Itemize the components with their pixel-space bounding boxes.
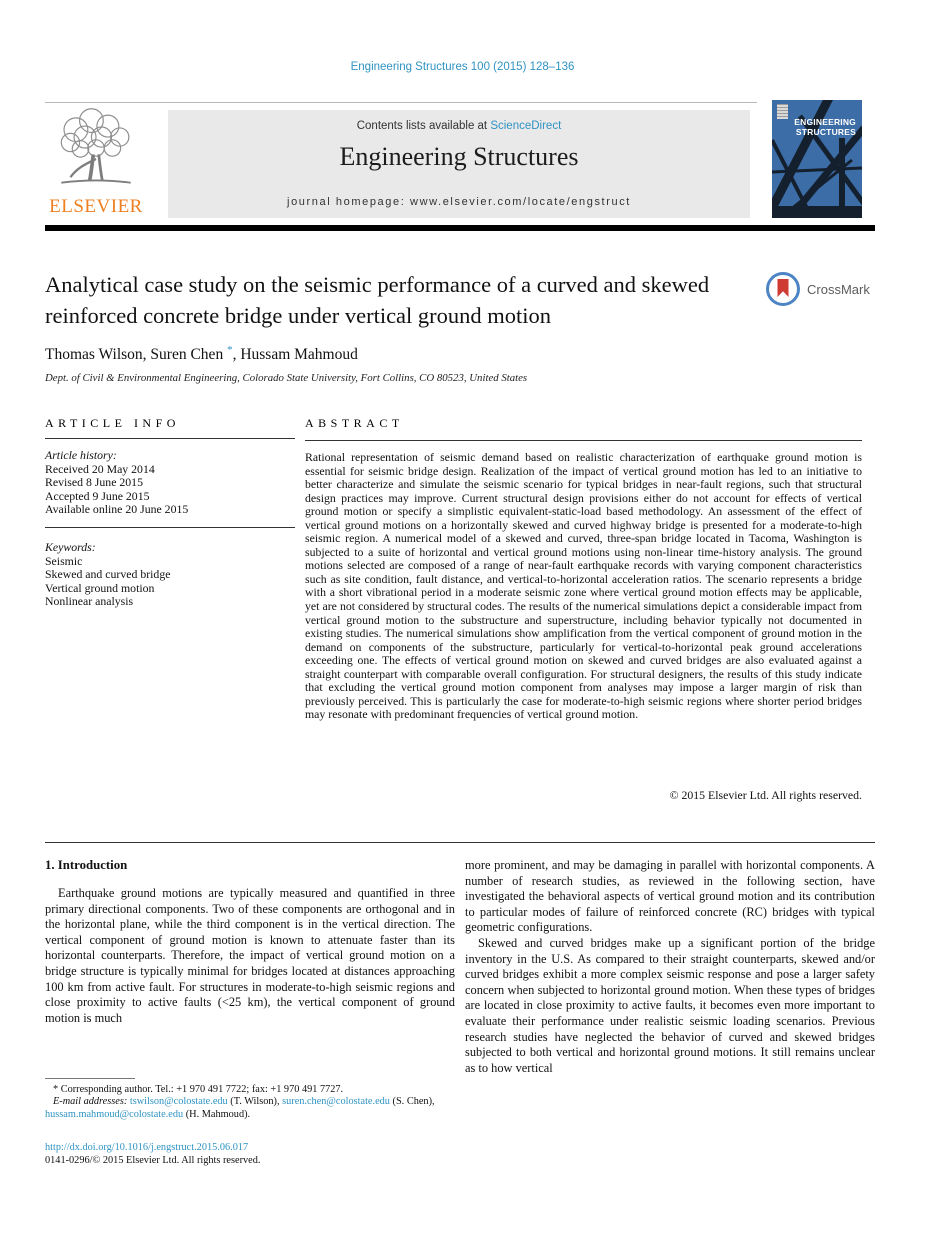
contents-line	[168, 120, 750, 132]
journal-cover-thumbnail[interactable]	[772, 100, 862, 218]
keyword-item: Vertical ground motion	[45, 580, 155, 595]
abstract-heading: ABSTRACT	[305, 416, 404, 430]
email-owner: (T. Wilson),	[227, 1096, 283, 1108]
email-footnote	[45, 1096, 459, 1121]
header-divider	[45, 225, 875, 231]
article-history-label: Article history:	[45, 448, 117, 462]
crossmark-icon	[766, 272, 800, 306]
author-names-2: , Hussam Mahmoud	[232, 346, 358, 364]
doi-link[interactable]: http://dx.doi.org/10.1016/j.engstruct.2015.06.017	[45, 1142, 249, 1153]
email-link[interactable]: hussam.mahmoud@colostate.edu	[45, 1108, 184, 1120]
intro-paragraph-right-1: more prominent, and may be damaging in parallel with horizontal components. A number of research studies, as reviewed in the following section, have investigated the behavioral aspects of vertical ground motion and its contribution to particular modes of failure of reinforced concrete (RC) bridges with typical geometric configurations.	[465, 858, 875, 935]
cover-title	[794, 117, 856, 137]
footnotes	[45, 1084, 459, 1121]
header-top-rule	[45, 102, 757, 103]
elsevier-tree-icon	[49, 177, 143, 194]
crossmark-badge[interactable]	[766, 272, 870, 306]
email-link[interactable]: tswilson@colostate.edu	[129, 1096, 228, 1108]
intro-paragraph-left: Earthquake ground motions are typically measured and quantified in three primary directional components. Two of these components are orthogonal and in the horizontal plane, while the third component is in the vertical direction. The vertical component of ground motion is known to attenuate faster than its horizontal counterparts. Therefore, the impact of vertical ground motion on a bridge structure is typically minimal for bridges located at distances approaching 100 km from active fault. For structures in moderate-to-high seismic regions and close proximity to active faults (<25 km), the vertical component of ground motion is much	[45, 886, 455, 1025]
keyword-item: Nonlinear analysis	[45, 594, 134, 608]
abstract-rule	[305, 440, 862, 441]
authors-line	[45, 344, 358, 364]
journal-banner	[168, 110, 750, 218]
journal-homepage-link[interactable]: journal homepage: www.elsevier.com/locate/engstruct	[287, 196, 631, 208]
article-info-heading: ARTICLE INFO	[45, 416, 180, 430]
contents-prefix: Contents lists available at	[356, 120, 491, 132]
email-label: E-mail addresses:	[53, 1096, 128, 1108]
author-names-1: Thomas Wilson, Suren Chen	[45, 346, 228, 364]
intro-paragraph-right-2: Skewed and curved bridges make up a significant portion of the bridge inventory in the U.S. As compared to their straight counterparts, skewed and/or curved bridges exhibit a more complex seismic response and pose a larger safety concern when subjected to horizontal ground motion. When these types of bridges are located in close proximity to active faults, it becomes even more important to evaluate their performance under realistic seismic loading scenarios. Previous research studies have neglected the behavior of curved and skewed bridges subjected to both vertical and horizontal ground motions. It still remains unclear as to how vertical	[465, 935, 875, 1075]
crossmark-label: CrossMark	[807, 281, 870, 297]
elsevier-logo[interactable]	[46, 106, 146, 218]
email-owner: (S. Chen),	[389, 1096, 435, 1108]
issn-copyright-line: 0141-0296/© 2015 Elsevier Ltd. All rights reserved.	[45, 1155, 261, 1166]
keyword-item: Skewed and curved bridge	[45, 567, 171, 581]
journal-citation: Engineering Structures 100 (2015) 128–136	[350, 61, 575, 73]
corresponding-footnote	[45, 1084, 459, 1096]
corresponding-author-mark: *	[227, 344, 233, 356]
cover-publisher-mark-icon	[777, 104, 788, 119]
article-title: Analytical case study on the seismic performance of a curved and skewed reinforced concrete bridge under vertical ground motion	[45, 272, 710, 328]
history-item: Accepted 9 June 2015	[45, 488, 150, 503]
section-divider	[45, 842, 875, 843]
sciencedirect-link[interactable]: ScienceDirect	[490, 120, 562, 132]
article-history	[45, 449, 295, 517]
introduction-heading: 1. Introduction	[45, 858, 128, 872]
abstract-copyright: © 2015 Elsevier Ltd. All rights reserved.	[669, 788, 862, 802]
cover-title-line2: STRUCTURES	[795, 127, 856, 137]
intro-right-column	[465, 858, 875, 1076]
keywords-label: Keywords:	[45, 540, 96, 554]
affiliation: Dept. of Civil & Environmental Engineering, Colorado State University, Fort Collins, CO 80523, United States	[45, 372, 528, 384]
history-item: Received 20 May 2014	[45, 461, 155, 476]
cover-title-line1: ENGINEERING	[794, 117, 856, 127]
elsevier-wordmark: ELSEVIER	[49, 196, 143, 217]
email-owner: (H. Mahmoud).	[183, 1108, 251, 1120]
keywords-list	[45, 541, 295, 609]
abstract-text: Rational representation of seismic demand based on realistic characterization of earthquake ground motion is essential for seismic bridge design. Realization of the impact of vertical ground motion has led to an initiative to better characterize and simulate the seismic scenario for typical bridges in near-fault regions, such that structural design practices may improve. Current structural design provisions either do not account for effects of vertical ground motion or specify a simplistic equivalent-static-load based methodology. An assessment of the effect of vertical ground motions on a horizontally skewed and curved highway bridge is presented for a moderate-to-high seismic region. A numerical model of a skewed and curved, three-span bridge located in Tacoma, Washington is subjected to a suite of horizontal and vertical ground motions using non-linear time-history analysis. The ground motions selected are composed of a range of near-fault earthquake records with varying component characteristics such as site condition, fault distance, and vertical-to-horizontal acceleration ratios. The scenario represents a bridge with a short vibrational period in a moderate seismic zone where vertical ground motion effects may be applicable, yet are not considered by structural codes. The results of the numerical simulations depict a considerable impact from vertical ground motion to the substructure and superstructure, including behavior typically not documented in existing studies. The numerical simulations show amplification from the vertical component of ground motion in the demand on components of the substructure, particularly for vertical-to-horizontal peak ground accelerations exceeding one. The effects of vertical ground motion on skewed and curved bridges are also evaluated against a straight counterpart with comparable overall configuration. For structural designers, the results of this study indicate that excluding the vertical ground motion component from analyses may impose a larger margin of risk than previously perceived. This is particularly the case for moderate-to-high seismic regions where shorter period bridges may resonate with predominant frequencies of vertical ground motion.	[305, 450, 862, 722]
keywords-rule	[45, 527, 295, 528]
email-link[interactable]: suren.chen@colostate.edu	[282, 1096, 390, 1108]
history-item: Available online 20 June 2015	[45, 502, 189, 516]
corresponding-text: Corresponding author. Tel.: +1 970 491 7722; fax: +1 970 491 7727.	[58, 1084, 344, 1095]
footnote-divider	[45, 1078, 135, 1079]
article-info-rule	[45, 438, 295, 439]
journal-title: Engineering Structures	[339, 142, 579, 171]
footnote-star: *	[53, 1084, 59, 1095]
keyword-item: Seismic	[45, 553, 83, 568]
history-item: Revised 8 June 2015	[45, 475, 143, 489]
